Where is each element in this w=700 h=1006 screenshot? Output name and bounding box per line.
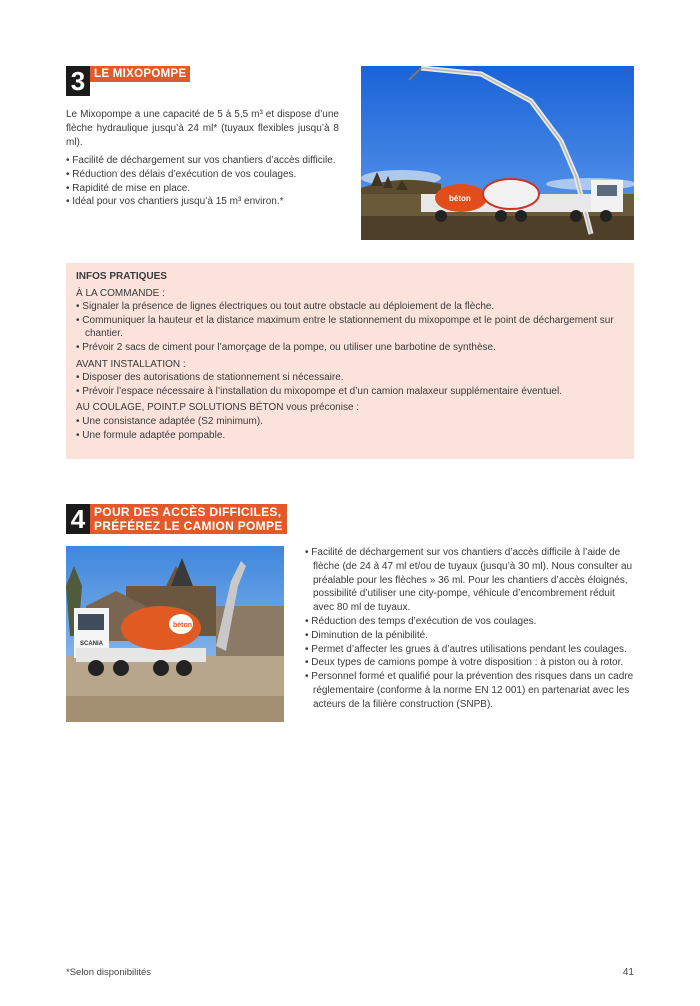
list-item: • Idéal pour vos chantiers jusqu’à 15 m³ environ.* xyxy=(66,195,339,209)
heading-suffix: vous préconise : xyxy=(283,402,360,414)
list-item: • Réduction des temps d’exécution de vos coulages. xyxy=(305,615,635,629)
section-3-bullets xyxy=(66,154,339,209)
truck-logo-text: béton xyxy=(173,622,193,629)
infos-group-heading: À LA COMMANDE : xyxy=(76,287,165,299)
list-item: • Permet d’affecter les grues à d’autres utilisations pendant les coulages. xyxy=(305,643,635,657)
section-number: 3 xyxy=(66,66,90,96)
truck-logo-text: béton xyxy=(449,194,471,203)
list-item: • Prévoir 2 sacs de ciment pour l’amorçage de la pompe, ou utiliser une barbotine de synthèse. xyxy=(76,341,624,355)
infos-group-list xyxy=(76,371,624,398)
list-item: • Rapidité de mise en place. xyxy=(66,182,339,196)
title-line: POUR DES ACCÈS DIFFICILES, xyxy=(94,505,282,519)
infos-group-list xyxy=(76,300,624,354)
infos-group-heading xyxy=(76,401,624,415)
list-item: • Disposer des autorisations de stationnement si nécessaire. xyxy=(76,371,624,385)
list-item: • Personnel formé et qualifié pour la prévention des risques dans un cadre réglementaire (conforme à la norme EN 12 001) en partenariat avec les acteurs de la filière construction (SNPB). xyxy=(305,670,635,711)
list-item: • Deux types de camions pompe à votre disposition : à piston ou à rotor. xyxy=(305,656,635,670)
list-item: • Une consistance adaptée (S2 minimum). xyxy=(76,415,624,429)
list-item: • Signaler la présence de lignes électriques ou tout autre obstacle au déploiement de la flèche. xyxy=(76,300,624,314)
section-3-header xyxy=(66,66,190,96)
list-item: • Réduction des délais d’exécution de vos coulages. xyxy=(66,168,339,182)
heading-main: AU COULAGE, POINT.P SOLUTIONS BÉTON xyxy=(76,402,284,414)
infos-group-list xyxy=(76,415,624,442)
footnote: *Selon disponibilités xyxy=(66,967,152,978)
infos-title: INFOS PRATIQUES xyxy=(76,271,167,282)
section-3-paragraph: Le Mixopompe a une capacité de 5 à 5,5 m³ et dispose d’une flèche hydraulique jusqu’à 24 ml* (tuyaux flexibles jusqu’à 8 ml). xyxy=(66,109,339,148)
list-item: • Une formule adaptée pompable. xyxy=(76,429,624,443)
list-item: • Facilité de déchargement sur vos chantiers d’accès difficile. xyxy=(66,154,339,168)
infos-pratiques-box xyxy=(66,263,634,459)
list-item: • Communiquer la hauteur et la distance maximum entre le stationnement du mixopompe et le point de déchargement sur chantier. xyxy=(76,314,624,341)
section-title: LE MIXOPOMPE xyxy=(90,66,190,82)
list-item: • Prévoir l’espace nécessaire à l’installation du mixopompe et d’un camion malaxeur supplémentaire éventuel. xyxy=(76,385,624,399)
camion-pompe-photo xyxy=(66,546,284,722)
section-number: 4 xyxy=(66,504,90,534)
page-number: 41 xyxy=(622,967,634,978)
list-item: • Facilité de déchargement sur vos chantiers d’accès difficile à l’aide de flèche (de 24 à 47 ml et/ou de tuyaux (jusqu’à 30 ml). Nous consulter au préalable pour les flèches » 36 ml. Pour les chantiers d’accès éloignés, possibilité d’utiliser une city-pompe, véhicule d’encombrement réduit avec 80 ml de tuyaux. xyxy=(305,546,635,615)
section-title xyxy=(90,504,287,534)
infos-group-heading: AVANT INSTALLATION : xyxy=(76,358,186,370)
mixopompe-photo xyxy=(361,66,634,240)
section-4-header xyxy=(66,504,287,534)
list-item: • Diminution de la pénibilité. xyxy=(305,629,635,643)
title-line: PRÉFÉREZ LE CAMION POMPE xyxy=(94,519,283,533)
section-4-bullets xyxy=(305,546,635,712)
cab-brand-text: SCANIA xyxy=(80,641,104,647)
